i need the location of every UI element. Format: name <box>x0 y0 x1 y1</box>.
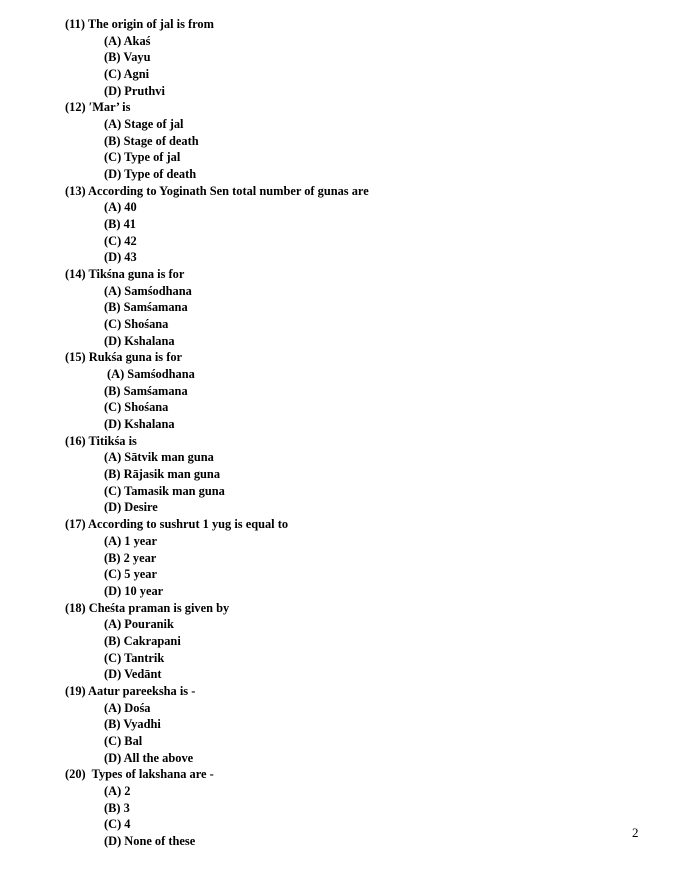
option-c: (C) 4 <box>104 817 131 832</box>
question-19 <box>65 683 625 766</box>
option-c: (C) Shośana <box>104 317 169 332</box>
option-d: (D) Desire <box>104 500 158 515</box>
question-18 <box>65 600 625 683</box>
option-d: (D) All the above <box>104 750 194 765</box>
question-stem: (13) According to Yoginath Sen total number of gunas are <box>65 183 369 198</box>
option-a: (A) Pouranik <box>104 617 174 632</box>
question-list <box>65 16 625 850</box>
option-c: (C) Bal <box>104 733 143 748</box>
question-stem: (16) Titikśa is <box>65 433 137 448</box>
option-a: (A) 1 year <box>104 533 157 548</box>
option-b: (B) 2 year <box>104 550 157 565</box>
option-d: (D) 43 <box>104 250 137 265</box>
option-d: (D) Kshalana <box>104 333 175 348</box>
question-16 <box>65 433 625 516</box>
option-c: (C) Shośana <box>104 400 169 415</box>
option-c: (C) Agni <box>104 67 150 82</box>
question-stem: (11) The origin of jal is from <box>65 17 214 31</box>
option-d: (D) Kshalana <box>104 417 175 432</box>
option-c: (C) Tamasik man guna <box>104 483 225 498</box>
option-b: (B) 41 <box>104 217 137 232</box>
option-d: (D) None of these <box>104 833 196 848</box>
question-stem: (18) Cheśta praman is given by <box>65 600 230 615</box>
option-d: (D) Vedānt <box>104 667 162 682</box>
option-a: (A) Samśodhana <box>107 367 195 382</box>
option-a: (A) Sātvik man guna <box>104 450 214 465</box>
option-a: (A) Akaś <box>104 33 151 48</box>
option-d: (D) Type of death <box>104 167 197 182</box>
option-d: (D) 10 year <box>104 583 164 598</box>
question-11 <box>65 16 625 99</box>
question-stem: (15) Rukśa guna is for <box>65 350 183 365</box>
option-b: (B) 3 <box>104 800 130 815</box>
option-c: (C) 5 year <box>104 567 157 582</box>
question-12 <box>65 99 625 182</box>
question-stem: (19) Aatur pareeksha is - <box>65 683 196 698</box>
option-b: (B) Samśamana <box>104 300 188 315</box>
question-stem: (17) According to sushrut 1 yug is equal to <box>65 517 289 532</box>
option-c: (C) Tantrik <box>104 650 165 665</box>
option-b: (B) Cakrapani <box>104 633 181 648</box>
option-a: (A) Samśodhana <box>104 283 192 298</box>
question-17 <box>65 516 625 599</box>
option-c: (C) 42 <box>104 233 137 248</box>
question-stem: (14) Tikśna guna is for <box>65 267 185 282</box>
option-a: (A) Stage of jal <box>104 117 184 132</box>
question-14 <box>65 266 625 349</box>
question-15 <box>65 349 625 432</box>
question-13 <box>65 183 625 266</box>
option-b: (B) Rājasik man guna <box>104 467 221 482</box>
option-b: (B) Vayu <box>104 50 151 65</box>
option-a: (A) 40 <box>104 200 137 215</box>
option-b: (B) Stage of death <box>104 133 199 148</box>
option-b: (B) Vyadhi <box>104 717 161 732</box>
option-a: (A) Dośa <box>104 700 151 715</box>
option-a: (A) 2 <box>104 783 131 798</box>
page-number: 2 <box>632 825 639 840</box>
question-stem: (20) Types of lakshana are - <box>65 767 214 782</box>
option-b: (B) Samśamana <box>104 383 188 398</box>
option-c: (C) Type of jal <box>104 150 181 165</box>
option-d: (D) Pruthvi <box>104 83 165 98</box>
question-stem: (12) ′Mar’ is <box>65 100 131 115</box>
question-20 <box>65 766 625 849</box>
